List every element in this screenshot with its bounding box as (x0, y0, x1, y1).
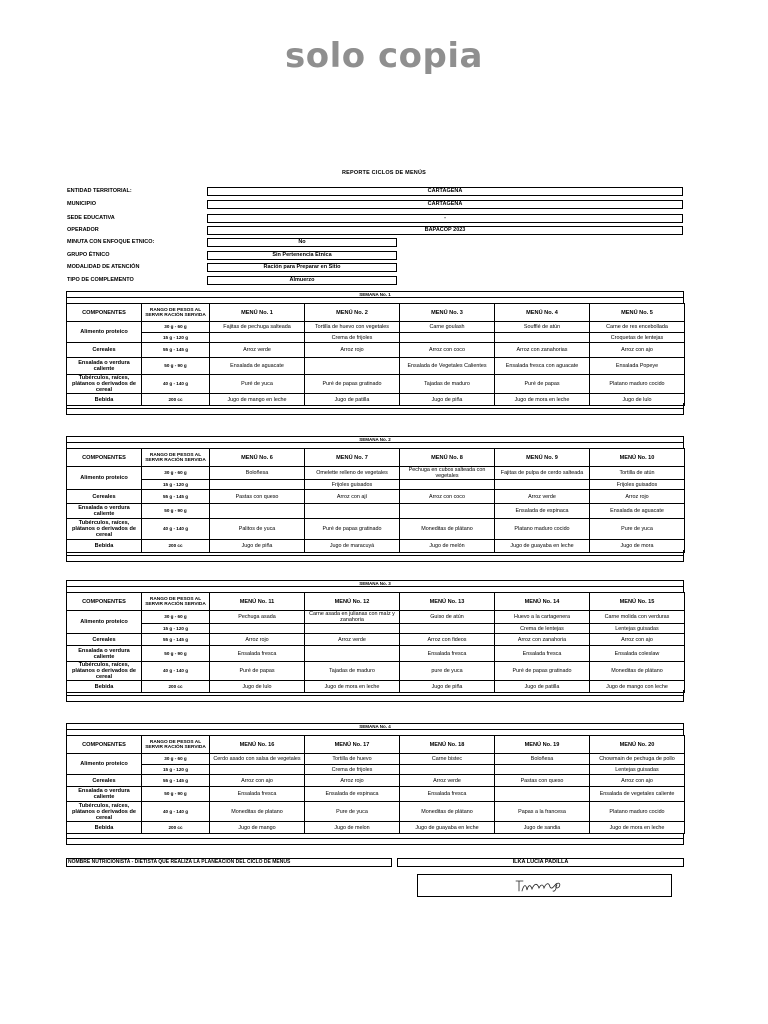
range-cell: 40 g - 140 g (142, 662, 210, 681)
menu-cell: Cerdo asado con salsa de vegetales (210, 754, 305, 765)
table-row (67, 375, 685, 394)
menu-cell: Papas a la francesa (495, 802, 590, 822)
range-cell: 200 cc (142, 394, 210, 406)
menu-cell: Ensalada de espinaca (305, 787, 400, 802)
column-header-menu: MENÚ No. 6 (210, 449, 305, 467)
menu-cell: Arroz verde (210, 343, 305, 358)
menu-cell: Fajitas de pulpa de cerdo salteada (495, 467, 590, 480)
menu-cell: Ensalada fresca con aguacate (495, 358, 590, 375)
menu-cell: Jugo de guayaba en leche (495, 540, 590, 553)
menu-cell: Omelette relleno de vegetales (305, 467, 400, 480)
info-value: CARTAGENA (207, 187, 683, 196)
menu-cell: Jugo de maracuyá (305, 540, 400, 553)
column-header-menu: MENÚ No. 20 (590, 736, 685, 754)
menu-cell: Moneditas de platano (210, 802, 305, 822)
table-row (67, 662, 685, 681)
menu-cell: Fajitas de pechuga salteada (210, 322, 305, 333)
watermark-text: solo copia (285, 36, 483, 76)
info-row (67, 238, 687, 247)
menu-cell: Carne molida con verduras (590, 611, 685, 624)
menu-cell: Moneditas de plátano (400, 519, 495, 540)
menu-cell: Pastas con queso (210, 490, 305, 504)
menu-cell: Jugo de piña (210, 540, 305, 553)
menu-cell: Tajadas de maduro (400, 375, 495, 394)
menu-cell: Ensalada fresca (210, 787, 305, 802)
menu-cell: Puré de papas gratinado (495, 662, 590, 681)
component-label: Ensalada o verdura caliente (67, 504, 142, 519)
menu-cell (400, 480, 495, 490)
menu-cell: Tajadas de maduro (305, 662, 400, 681)
table-row (67, 333, 685, 343)
menu-cell (305, 504, 400, 519)
menu-cell: Jugo de piña (400, 394, 495, 406)
menu-cell: Jugo de mango en leche (210, 394, 305, 406)
column-header-menu: MENÚ No. 17 (305, 736, 400, 754)
menu-cell: Jugo de lulo (210, 681, 305, 693)
table-row (67, 736, 685, 754)
menu-cell: Pure de yuca (590, 519, 685, 540)
nutritionist-label: NOMBRE NUTRICIONISTA - DIETISTA QUE REALIZA LA PLANEACIÓN DEL CICLO DE MENÚS (66, 858, 392, 867)
info-label: OPERADOR (67, 227, 99, 233)
menu-cell: Arroz con ajo (590, 775, 685, 787)
menu-cell: Lentejas guisadas (590, 765, 685, 775)
column-header-componentes: COMPONENTES (67, 449, 142, 467)
menu-cell: Platano maduro cocido (590, 375, 685, 394)
menu-cell: Ensalada de espinaca (495, 504, 590, 519)
column-header-menu: MENÚ No. 13 (400, 593, 495, 611)
menu-cell: Arroz con zanahoria (495, 634, 590, 646)
menu-cell: Carne asada en julianas con maíz y zanahoria (305, 611, 400, 624)
signature-image (513, 878, 573, 894)
menu-cell: Moneditas de plátano (590, 662, 685, 681)
column-header-menu: MENÚ No. 15 (590, 593, 685, 611)
info-row (67, 263, 687, 272)
table-row (67, 449, 685, 467)
menu-cell (495, 787, 590, 802)
range-cell: 55 g - 145 g (142, 490, 210, 504)
range-cell: 200 cc (142, 822, 210, 834)
column-header-componentes: COMPONENTES (67, 304, 142, 322)
menu-cell: Arroz con ajo (210, 775, 305, 787)
column-header-menu: MENÚ No. 10 (590, 449, 685, 467)
menu-cell: Crema de frijoles (305, 765, 400, 775)
range-cell: 30 g - 60 g (142, 611, 210, 624)
menu-cell (210, 765, 305, 775)
week-title: SEMANA No. 2 (66, 436, 684, 443)
info-value: Almuerzo (207, 276, 397, 285)
menu-cell (400, 333, 495, 343)
menu-cell (305, 358, 400, 375)
menu-cell: Jugo de mora en leche (305, 681, 400, 693)
component-label: Bebida (67, 394, 142, 406)
info-label: MINUTA CON ENFOQUE ETNICO: (67, 239, 155, 245)
menu-cell: Huevo a la cartagenera (495, 611, 590, 624)
component-label: Bebida (67, 822, 142, 834)
table-row (67, 765, 685, 775)
column-header-menu: MENÚ No. 2 (305, 304, 400, 322)
component-label: Bebida (67, 681, 142, 693)
column-header-menu: MENÚ No. 3 (400, 304, 495, 322)
info-row (67, 226, 687, 235)
column-header-componentes: COMPONENTES (67, 736, 142, 754)
range-cell: 30 g - 60 g (142, 322, 210, 333)
column-header-menu: MENÚ No. 11 (210, 593, 305, 611)
range-cell: 55 g - 145 g (142, 775, 210, 787)
column-header-rango: RANGO DE PESOS AL SERVIR RACIÓN SERVIDA (142, 736, 210, 754)
menu-cell: Croquetas de lentejas (590, 333, 685, 343)
range-cell: 15 g - 120 g (142, 765, 210, 775)
week-title: SEMANA No. 3 (66, 580, 684, 587)
info-label: ENTIDAD TERRITORIAL: (67, 188, 132, 194)
menu-cell: Boloñesa (210, 467, 305, 480)
table-row (67, 646, 685, 662)
menu-cell: Puré de yuca (210, 375, 305, 394)
range-cell: 30 g - 60 g (142, 467, 210, 480)
table-row (67, 304, 685, 322)
menu-cell: Jugo de lulo (590, 394, 685, 406)
menu-cell: Puré de papas (210, 662, 305, 681)
menu-cell (210, 504, 305, 519)
menu-cell: Platano maduro cocido (590, 802, 685, 822)
menu-cell: Guiso de atún (400, 611, 495, 624)
component-label: Alimento proteico (67, 754, 142, 775)
week-title: SEMANA No. 4 (66, 723, 684, 730)
table-row (67, 787, 685, 802)
component-label: Tubérculos, raíces, plátanos o derivados de cereal (67, 802, 142, 822)
menu-cell (400, 624, 495, 634)
range-cell: 50 g - 90 g (142, 358, 210, 375)
menu-cell (495, 765, 590, 775)
table-row (67, 467, 685, 480)
spacer-row (66, 409, 684, 415)
menu-cell: Ensalada fresca (210, 646, 305, 662)
menu-cell: Carne goulash (400, 322, 495, 333)
info-value: CARTAGENA (207, 200, 683, 209)
table-row (67, 611, 685, 624)
info-value: Ración para Preparar en Sitio (207, 263, 397, 272)
menu-cell: Ensalada fresca (495, 646, 590, 662)
info-row (67, 214, 687, 223)
table-row (67, 802, 685, 822)
column-header-menu: MENÚ No. 1 (210, 304, 305, 322)
column-header-menu: MENÚ No. 12 (305, 593, 400, 611)
table-row (67, 504, 685, 519)
menu-cell: Jugo de melón (400, 540, 495, 553)
week-title: SEMANA No. 1 (66, 291, 684, 298)
menu-cell: Carne de res encebollada (590, 322, 685, 333)
menu-cell: Boloñesa (495, 754, 590, 765)
menu-cell: Arroz con ajo (590, 343, 685, 358)
menu-cell: Jugo de patilla (495, 681, 590, 693)
menu-cell: Arroz con fideos (400, 634, 495, 646)
menu-cell: Chowmain de pechuga de pollo (590, 754, 685, 765)
menu-cell (400, 765, 495, 775)
menu-cell: Crema de frijoles (305, 333, 400, 343)
component-label: Tubérculos, raíces, plátanos o derivados de cereal (67, 375, 142, 394)
menu-cell: Jugo de mora (590, 540, 685, 553)
menu-cell: pure de yuca (400, 662, 495, 681)
table-row (67, 822, 685, 834)
component-label: Tubérculos, raíces, plátanos o derivados de cereal (67, 519, 142, 540)
menu-table (66, 592, 685, 693)
menu-cell: Moneditas de plátano (400, 802, 495, 822)
column-header-rango: RANGO DE PESOS AL SERVIR RACIÓN SERVIDA (142, 449, 210, 467)
menu-cell: Pechuga asada (210, 611, 305, 624)
component-label: Cereales (67, 775, 142, 787)
table-row (67, 480, 685, 490)
range-cell: 30 g - 60 g (142, 754, 210, 765)
menu-cell: Arroz verde (495, 490, 590, 504)
menu-cell: Ensalada de aguacate (590, 504, 685, 519)
menu-cell: Arroz rojo (590, 490, 685, 504)
info-row (67, 276, 687, 285)
info-label: MODALIDAD DE ATENCIÓN (67, 264, 140, 270)
spacer-row (66, 696, 684, 702)
menu-cell: Ensalada fresca (400, 646, 495, 662)
table-row (67, 519, 685, 540)
menu-cell: Jugo de mora en leche (590, 822, 685, 834)
range-cell: 15 g - 120 g (142, 480, 210, 490)
column-header-menu: MENÚ No. 7 (305, 449, 400, 467)
component-label: Bebida (67, 540, 142, 553)
table-row (67, 490, 685, 504)
menu-cell: Arroz con ají (305, 490, 400, 504)
column-header-menu: MENÚ No. 8 (400, 449, 495, 467)
menu-cell: Ensalada fresca (400, 787, 495, 802)
menu-cell: Ensalada Popeye (590, 358, 685, 375)
menu-cell: Puré de papas (495, 375, 590, 394)
menu-cell: Arroz verde (400, 775, 495, 787)
menu-table (66, 303, 685, 406)
spacer-row (66, 556, 684, 562)
range-cell: 15 g - 120 g (142, 333, 210, 343)
info-value: No (207, 238, 397, 247)
menu-cell (210, 333, 305, 343)
column-header-rango: RANGO DE PESOS AL SERVIR RACIÓN SERVIDA (142, 593, 210, 611)
menu-cell: Carne bistec (400, 754, 495, 765)
menu-cell: Puré de papas gratinado (305, 375, 400, 394)
menu-cell: Platano maduro cocido (495, 519, 590, 540)
menu-cell: Arroz verde (305, 634, 400, 646)
menu-cell: Tortilla de huevo con vegetales (305, 322, 400, 333)
menu-cell: Jugo de sandia (495, 822, 590, 834)
menu-cell: Jugo de mango con leche (590, 681, 685, 693)
info-value: BAPACOP 2023 (207, 226, 683, 235)
menu-cell: Ensalada coleslaw (590, 646, 685, 662)
menu-cell (210, 624, 305, 634)
menu-cell: Lentejas guisadas (590, 624, 685, 634)
info-label: MUNICIPIO (67, 201, 97, 207)
menu-cell: Jugo de mora en leche (495, 394, 590, 406)
menu-cell: Tortilla de huevo (305, 754, 400, 765)
menu-cell: Ensalada de vegetales caliente (590, 787, 685, 802)
menu-cell: Jugo de melon (305, 822, 400, 834)
range-cell: 55 g - 145 g (142, 343, 210, 358)
table-row (67, 593, 685, 611)
component-label: Ensalada o verdura caliente (67, 787, 142, 802)
signature-box (417, 874, 672, 897)
menu-cell (305, 624, 400, 634)
table-row (67, 343, 685, 358)
menu-table (66, 448, 685, 553)
component-label: Alimento proteico (67, 467, 142, 490)
report-title: REPORTE CICLOS DE MENÚS (341, 170, 427, 176)
table-row (67, 775, 685, 787)
spacer-row (66, 839, 684, 845)
menu-cell: Frijoles guisados (590, 480, 685, 490)
range-cell: 200 cc (142, 540, 210, 553)
info-label: GRUPO ÉTNICO (67, 252, 110, 258)
table-row (67, 322, 685, 333)
menu-table (66, 735, 685, 834)
column-header-menu: MENÚ No. 18 (400, 736, 495, 754)
table-row (67, 634, 685, 646)
column-header-menu: MENÚ No. 9 (495, 449, 590, 467)
info-row (67, 251, 687, 260)
menu-cell (495, 480, 590, 490)
info-row (67, 187, 687, 196)
info-row (67, 200, 687, 209)
menu-cell: Jugo de patilla (305, 394, 400, 406)
menu-cell: Pure de yuca (305, 802, 400, 822)
menu-cell (400, 504, 495, 519)
range-cell: 200 cc (142, 681, 210, 693)
component-label: Ensalada o verdura caliente (67, 358, 142, 375)
table-row (67, 358, 685, 375)
menu-cell: Palitos de yuca (210, 519, 305, 540)
range-cell: 40 g - 140 g (142, 375, 210, 394)
range-cell: 15 g - 120 g (142, 624, 210, 634)
menu-cell: Jugo de mango (210, 822, 305, 834)
column-header-menu: MENÚ No. 4 (495, 304, 590, 322)
info-label: SEDE EDUCATIVA (67, 215, 115, 221)
info-value: - (207, 214, 683, 223)
menu-cell: Crema de lentejas (495, 624, 590, 634)
component-label: Cereales (67, 634, 142, 646)
menu-cell: Ensalada de Vegetales Calientes (400, 358, 495, 375)
nutritionist-name: ILKA LUCÍA PADILLA (397, 858, 684, 867)
menu-cell: Arroz con ajo (590, 634, 685, 646)
menu-cell: Arroz rojo (305, 775, 400, 787)
component-label: Tubérculos, raíces, plátanos o derivados de cereal (67, 662, 142, 681)
menu-cell: Arroz rojo (305, 343, 400, 358)
column-header-rango: RANGO DE PESOS AL SERVIR RACIÓN SERVIDA (142, 304, 210, 322)
info-value: Sin Pertenencia Étnica (207, 251, 397, 260)
table-row (67, 624, 685, 634)
menu-cell: Pastas con queso (495, 775, 590, 787)
menu-cell (210, 480, 305, 490)
info-label: TIPO DE COMPLEMENTO (67, 277, 134, 283)
range-cell: 50 g - 90 g (142, 504, 210, 519)
menu-cell: Arroz con zanahorias (495, 343, 590, 358)
menu-cell: Pechuga en cubos salteada con vegetales (400, 467, 495, 480)
menu-cell: Puré de papas gratinado (305, 519, 400, 540)
component-label: Alimento proteico (67, 611, 142, 634)
menu-cell: Frijoles guisados (305, 480, 400, 490)
range-cell: 55 g - 145 g (142, 634, 210, 646)
range-cell: 40 g - 140 g (142, 802, 210, 822)
column-header-menu: MENÚ No. 16 (210, 736, 305, 754)
menu-cell: Soufflé de atún (495, 322, 590, 333)
column-header-menu: MENÚ No. 5 (590, 304, 685, 322)
menu-cell: Jugo de piña (400, 681, 495, 693)
range-cell: 50 g - 90 g (142, 646, 210, 662)
menu-cell: Ensalada de aguacate (210, 358, 305, 375)
component-label: Ensalada o verdura caliente (67, 646, 142, 662)
range-cell: 40 g - 140 g (142, 519, 210, 540)
table-row (67, 754, 685, 765)
menu-cell (305, 646, 400, 662)
column-header-componentes: COMPONENTES (67, 593, 142, 611)
component-label: Cereales (67, 343, 142, 358)
component-label: Cereales (67, 490, 142, 504)
menu-cell: Arroz con coco (400, 343, 495, 358)
menu-cell: Arroz rojo (210, 634, 305, 646)
component-label: Alimento proteico (67, 322, 142, 343)
column-header-menu: MENÚ No. 19 (495, 736, 590, 754)
range-cell: 50 g - 90 g (142, 787, 210, 802)
menu-cell: Tortilla de atún (590, 467, 685, 480)
column-header-menu: MENÚ No. 14 (495, 593, 590, 611)
menu-cell: Jugo de guayaba en leche (400, 822, 495, 834)
menu-cell (495, 333, 590, 343)
menu-cell: Arroz con coco (400, 490, 495, 504)
